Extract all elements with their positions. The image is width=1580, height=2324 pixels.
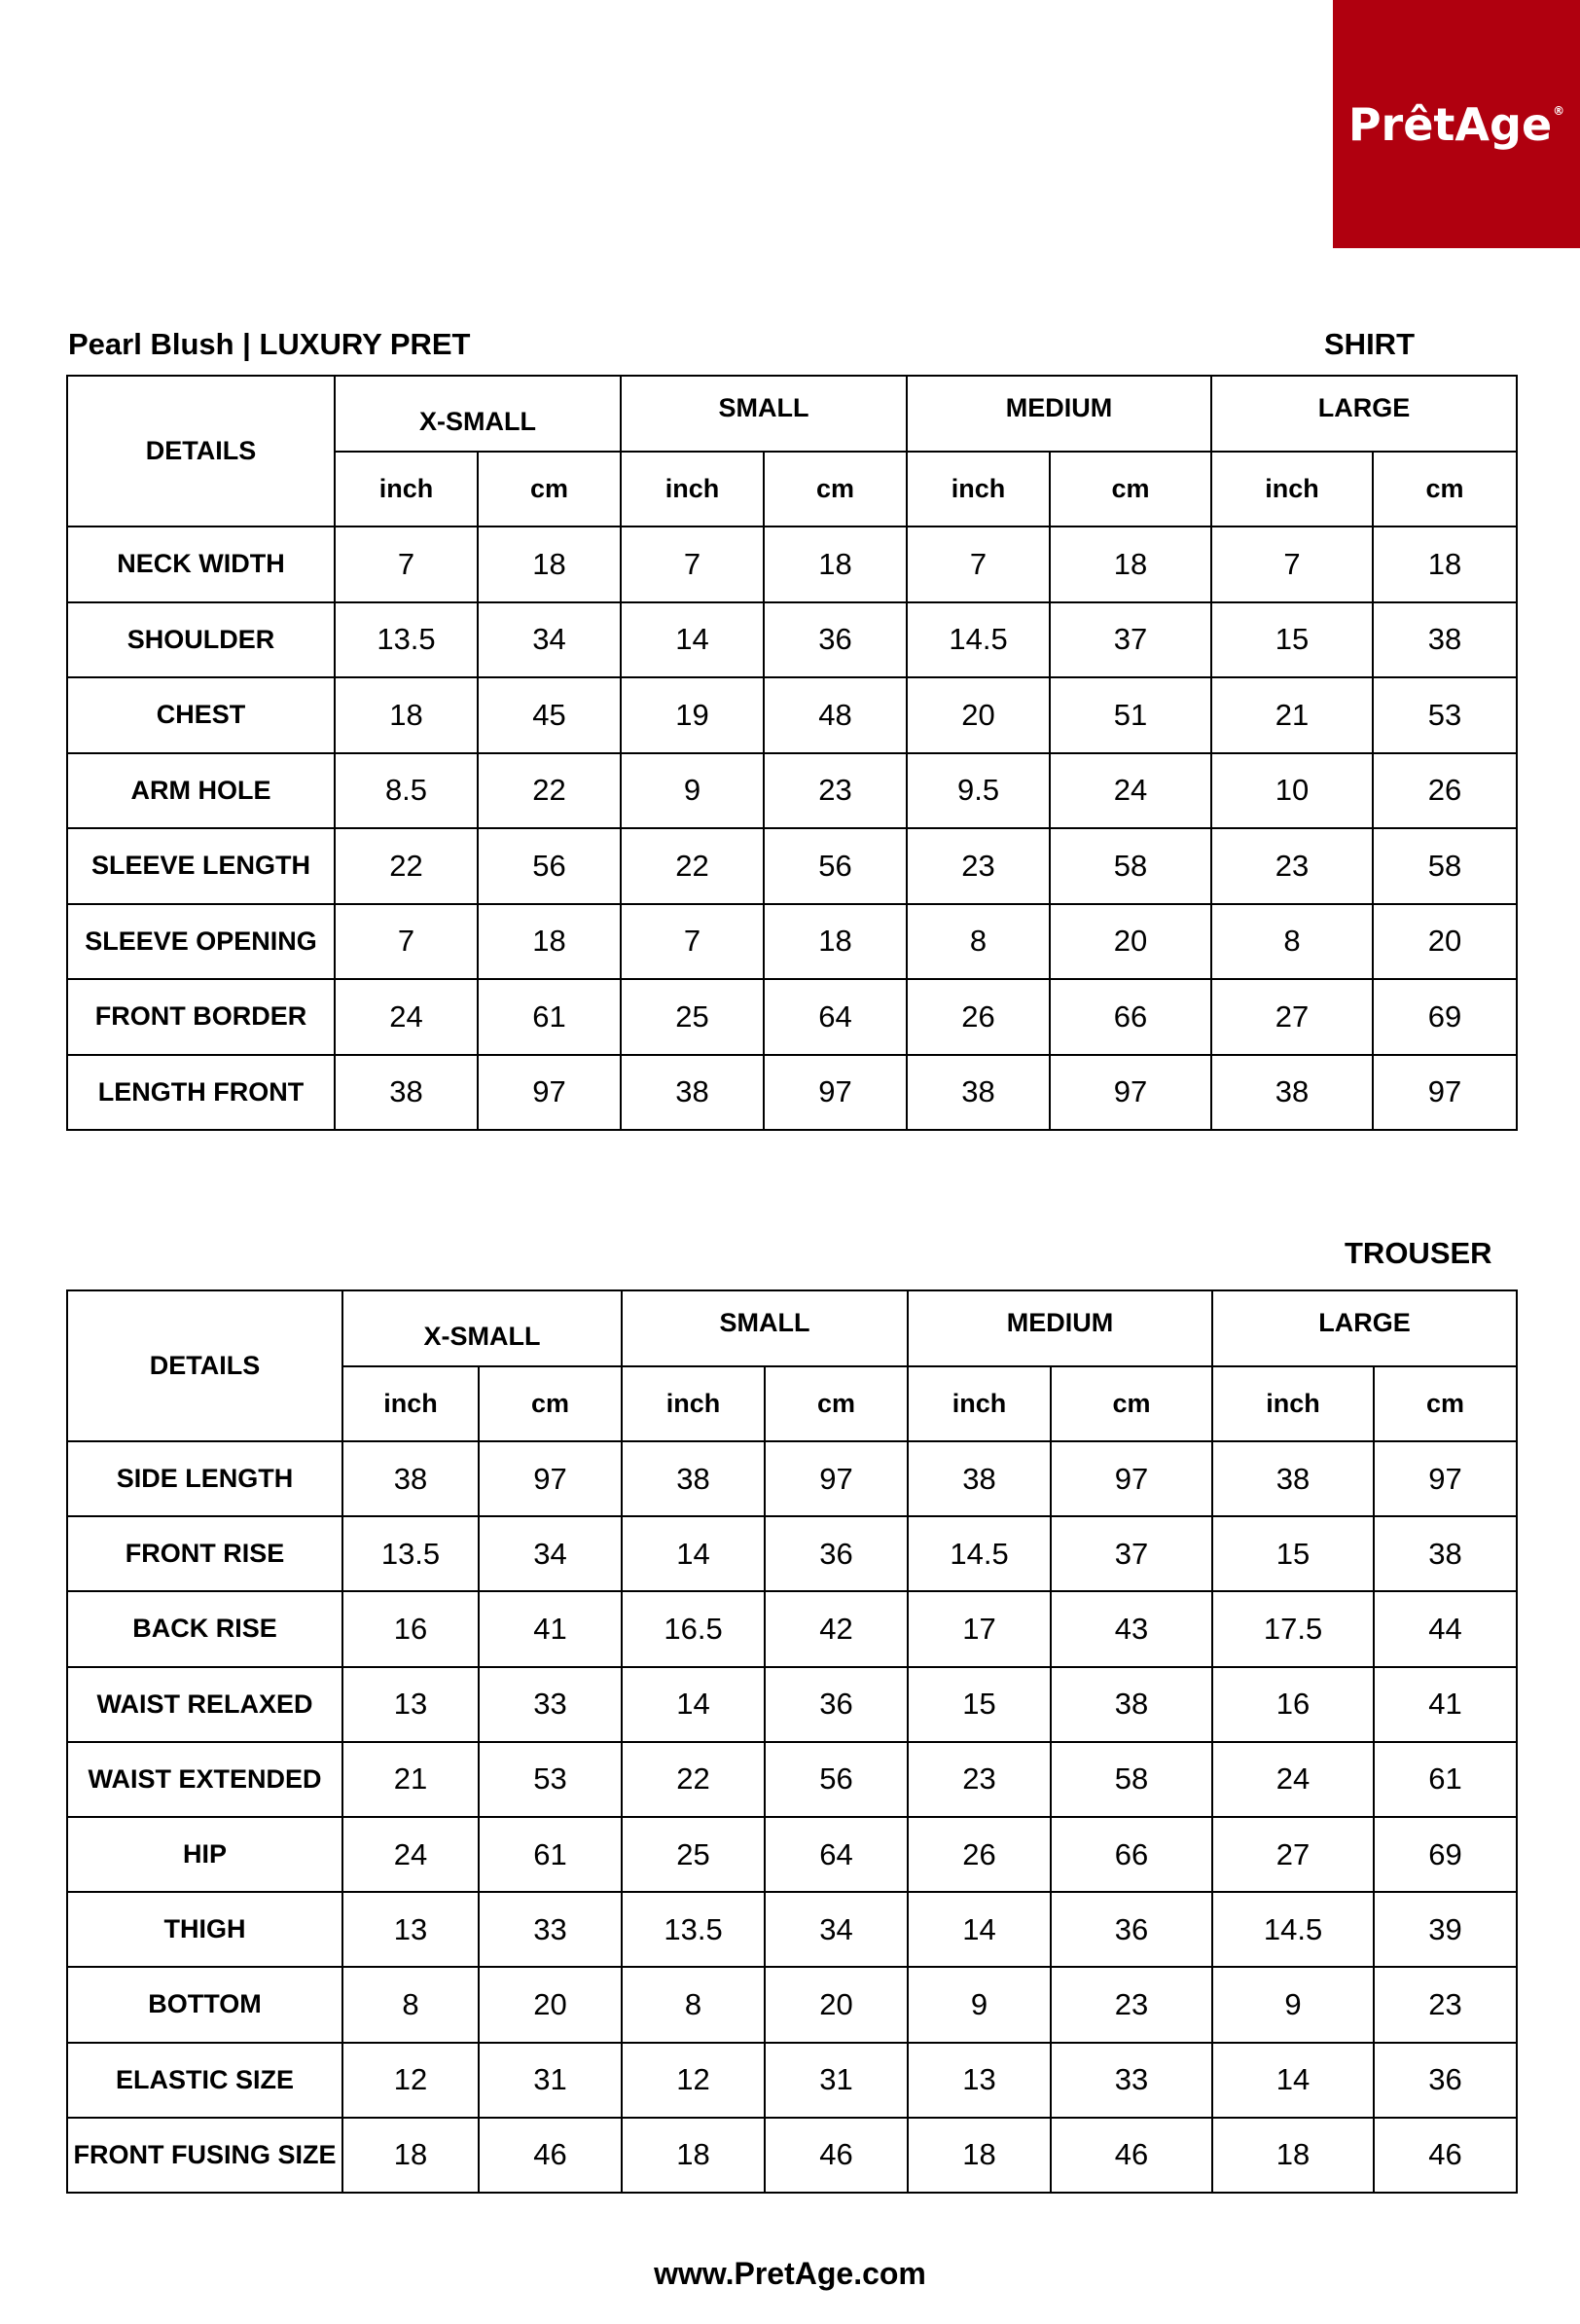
value-cell-inch: 18 bbox=[908, 2118, 1051, 2193]
value-cell-inch: 8 bbox=[342, 1967, 479, 2042]
value-cell-inch: 15 bbox=[908, 1667, 1051, 1742]
value-cell-cm: 23 bbox=[1374, 1967, 1517, 2042]
unit-header-cm: cm bbox=[764, 452, 907, 527]
value-cell-cm: 43 bbox=[1051, 1591, 1212, 1666]
value-cell-inch: 38 bbox=[342, 1441, 479, 1516]
value-cell-inch: 12 bbox=[622, 2043, 765, 2118]
value-cell-cm: 20 bbox=[1050, 904, 1211, 980]
unit-header-cm: cm bbox=[1373, 452, 1517, 527]
value-cell-cm: 44 bbox=[1374, 1591, 1517, 1666]
value-cell-inch: 15 bbox=[1212, 1516, 1374, 1591]
value-cell-inch: 18 bbox=[342, 2118, 479, 2193]
value-cell-inch: 7 bbox=[335, 527, 478, 602]
value-cell-cm: 97 bbox=[478, 1055, 621, 1131]
size-header-xsmall: X-SMALL bbox=[335, 376, 621, 452]
value-cell-inch: 14 bbox=[1212, 2043, 1374, 2118]
row-label: BACK RISE bbox=[67, 1591, 342, 1666]
value-cell-inch: 7 bbox=[1211, 527, 1373, 602]
row-label: WAIST EXTENDED bbox=[67, 1742, 342, 1817]
footer-website: www.PretAge.com bbox=[654, 2256, 926, 2291]
value-cell-cm: 56 bbox=[765, 1742, 908, 1817]
value-cell-inch: 21 bbox=[1211, 677, 1373, 753]
value-cell-cm: 37 bbox=[1050, 602, 1211, 678]
row-label: SHOULDER bbox=[67, 602, 335, 678]
unit-header-cm: cm bbox=[478, 452, 621, 527]
unit-header-cm: cm bbox=[1374, 1366, 1517, 1441]
value-cell-inch: 14.5 bbox=[1212, 1892, 1374, 1967]
row-label: BOTTOM bbox=[67, 1967, 342, 2042]
value-cell-cm: 36 bbox=[1051, 1892, 1212, 1967]
value-cell-inch: 14.5 bbox=[908, 1516, 1051, 1591]
value-cell-cm: 69 bbox=[1374, 1817, 1517, 1892]
table-row bbox=[67, 1516, 1517, 1591]
value-cell-cm: 37 bbox=[1051, 1516, 1212, 1591]
value-cell-cm: 97 bbox=[1373, 1055, 1517, 1131]
unit-header-inch: inch bbox=[1211, 452, 1373, 527]
value-cell-inch: 22 bbox=[622, 1742, 765, 1817]
value-cell-inch: 20 bbox=[907, 677, 1050, 753]
value-cell-inch: 22 bbox=[621, 828, 764, 904]
value-cell-cm: 41 bbox=[1374, 1667, 1517, 1742]
details-header: DETAILS bbox=[67, 1290, 342, 1441]
unit-header-inch: inch bbox=[908, 1366, 1051, 1441]
table-row bbox=[67, 979, 1517, 1055]
value-cell-inch: 22 bbox=[335, 828, 478, 904]
value-cell-cm: 41 bbox=[479, 1591, 622, 1666]
value-cell-inch: 14.5 bbox=[907, 602, 1050, 678]
value-cell-cm: 34 bbox=[478, 602, 621, 678]
table-row bbox=[67, 2118, 1517, 2193]
table-row bbox=[67, 2043, 1517, 2118]
value-cell-inch: 14 bbox=[621, 602, 764, 678]
value-cell-cm: 64 bbox=[764, 979, 907, 1055]
value-cell-inch: 10 bbox=[1211, 753, 1373, 829]
value-cell-inch: 25 bbox=[622, 1817, 765, 1892]
shirt-size-table bbox=[66, 375, 1518, 1131]
value-cell-inch: 8 bbox=[1211, 904, 1373, 980]
trouser-size-table bbox=[66, 1289, 1518, 2194]
value-cell-inch: 26 bbox=[908, 1817, 1051, 1892]
value-cell-inch: 23 bbox=[907, 828, 1050, 904]
row-label: LENGTH FRONT bbox=[67, 1055, 335, 1131]
value-cell-cm: 58 bbox=[1051, 1742, 1212, 1817]
value-cell-cm: 58 bbox=[1050, 828, 1211, 904]
value-cell-cm: 24 bbox=[1050, 753, 1211, 829]
unit-header-inch: inch bbox=[335, 452, 478, 527]
value-cell-inch: 21 bbox=[342, 1742, 479, 1817]
shirt-section-title: SHIRT bbox=[1324, 327, 1415, 361]
value-cell-cm: 18 bbox=[764, 527, 907, 602]
unit-header-inch: inch bbox=[342, 1366, 479, 1441]
size-header-large: LARGE bbox=[1212, 1290, 1517, 1366]
value-cell-cm: 97 bbox=[479, 1441, 622, 1516]
unit-header-inch: inch bbox=[621, 452, 764, 527]
value-cell-inch: 23 bbox=[908, 1742, 1051, 1817]
row-label: NECK WIDTH bbox=[67, 527, 335, 602]
value-cell-cm: 56 bbox=[478, 828, 621, 904]
value-cell-inch: 18 bbox=[622, 2118, 765, 2193]
row-label: CHEST bbox=[67, 677, 335, 753]
value-cell-inch: 25 bbox=[621, 979, 764, 1055]
row-label: HIP bbox=[67, 1817, 342, 1892]
value-cell-cm: 34 bbox=[479, 1516, 622, 1591]
value-cell-cm: 45 bbox=[478, 677, 621, 753]
value-cell-cm: 46 bbox=[1374, 2118, 1517, 2193]
value-cell-cm: 18 bbox=[1373, 527, 1517, 602]
table-row bbox=[67, 828, 1517, 904]
value-cell-inch: 13 bbox=[908, 2043, 1051, 2118]
value-cell-inch: 18 bbox=[335, 677, 478, 753]
value-cell-inch: 38 bbox=[335, 1055, 478, 1131]
value-cell-inch: 23 bbox=[1211, 828, 1373, 904]
value-cell-cm: 97 bbox=[764, 1055, 907, 1131]
value-cell-cm: 97 bbox=[1374, 1441, 1517, 1516]
size-header-medium: MEDIUM bbox=[907, 376, 1211, 452]
value-cell-cm: 53 bbox=[479, 1742, 622, 1817]
value-cell-inch: 38 bbox=[622, 1441, 765, 1516]
value-cell-cm: 33 bbox=[479, 1892, 622, 1967]
value-cell-cm: 61 bbox=[1374, 1742, 1517, 1817]
table-row bbox=[67, 1817, 1517, 1892]
table-row bbox=[67, 1892, 1517, 1967]
value-cell-inch: 7 bbox=[335, 904, 478, 980]
value-cell-inch: 24 bbox=[1212, 1742, 1374, 1817]
value-cell-cm: 36 bbox=[1374, 2043, 1517, 2118]
unit-header-inch: inch bbox=[622, 1366, 765, 1441]
value-cell-cm: 39 bbox=[1374, 1892, 1517, 1967]
value-cell-inch: 38 bbox=[908, 1441, 1051, 1516]
value-cell-cm: 97 bbox=[765, 1441, 908, 1516]
value-cell-inch: 9 bbox=[908, 1967, 1051, 2042]
value-cell-inch: 13 bbox=[342, 1667, 479, 1742]
table-row bbox=[67, 1742, 1517, 1817]
value-cell-cm: 33 bbox=[479, 1667, 622, 1742]
brand-logo bbox=[1333, 0, 1580, 248]
value-cell-cm: 38 bbox=[1051, 1667, 1212, 1742]
value-cell-inch: 9 bbox=[1212, 1967, 1374, 2042]
value-cell-cm: 23 bbox=[1051, 1967, 1212, 2042]
row-label: FRONT RISE bbox=[67, 1516, 342, 1591]
table-row bbox=[67, 1967, 1517, 2042]
value-cell-cm: 51 bbox=[1050, 677, 1211, 753]
table-row bbox=[67, 904, 1517, 980]
value-cell-cm: 18 bbox=[1050, 527, 1211, 602]
table-row bbox=[67, 1441, 1517, 1516]
value-cell-cm: 31 bbox=[479, 2043, 622, 2118]
value-cell-inch: 13.5 bbox=[622, 1892, 765, 1967]
table-row bbox=[67, 1055, 1517, 1131]
value-cell-inch: 24 bbox=[342, 1817, 479, 1892]
value-cell-cm: 36 bbox=[764, 602, 907, 678]
value-cell-cm: 36 bbox=[765, 1516, 908, 1591]
unit-header-cm: cm bbox=[1050, 452, 1211, 527]
value-cell-cm: 61 bbox=[478, 979, 621, 1055]
unit-header-inch: inch bbox=[907, 452, 1050, 527]
unit-header-cm: cm bbox=[1051, 1366, 1212, 1441]
value-cell-inch: 7 bbox=[621, 904, 764, 980]
value-cell-cm: 18 bbox=[764, 904, 907, 980]
value-cell-cm: 31 bbox=[765, 2043, 908, 2118]
row-label: SIDE LENGTH bbox=[67, 1441, 342, 1516]
value-cell-inch: 27 bbox=[1211, 979, 1373, 1055]
size-header-medium: MEDIUM bbox=[908, 1290, 1212, 1366]
value-cell-cm: 33 bbox=[1051, 2043, 1212, 2118]
value-cell-cm: 18 bbox=[478, 904, 621, 980]
value-cell-inch: 24 bbox=[335, 979, 478, 1055]
row-label: SLEEVE OPENING bbox=[67, 904, 335, 980]
value-cell-cm: 38 bbox=[1373, 602, 1517, 678]
table-row bbox=[67, 753, 1517, 829]
value-cell-cm: 97 bbox=[1050, 1055, 1211, 1131]
value-cell-cm: 46 bbox=[1051, 2118, 1212, 2193]
value-cell-inch: 14 bbox=[622, 1516, 765, 1591]
value-cell-inch: 19 bbox=[621, 677, 764, 753]
value-cell-cm: 36 bbox=[765, 1667, 908, 1742]
table-row bbox=[67, 602, 1517, 678]
size-header-xsmall: X-SMALL bbox=[342, 1290, 622, 1366]
row-label: WAIST RELAXED bbox=[67, 1667, 342, 1742]
value-cell-inch: 16 bbox=[342, 1591, 479, 1666]
table-row bbox=[67, 1667, 1517, 1742]
value-cell-cm: 46 bbox=[765, 2118, 908, 2193]
table-row bbox=[67, 527, 1517, 602]
row-label: THIGH bbox=[67, 1892, 342, 1967]
value-cell-cm: 20 bbox=[1373, 904, 1517, 980]
value-cell-inch: 14 bbox=[908, 1892, 1051, 1967]
value-cell-inch: 17.5 bbox=[1212, 1591, 1374, 1666]
value-cell-cm: 38 bbox=[1374, 1516, 1517, 1591]
value-cell-inch: 38 bbox=[621, 1055, 764, 1131]
value-cell-cm: 23 bbox=[764, 753, 907, 829]
brand-logo-text: PrêtAge® bbox=[1347, 97, 1565, 151]
table-row bbox=[67, 677, 1517, 753]
value-cell-cm: 64 bbox=[765, 1817, 908, 1892]
value-cell-cm: 69 bbox=[1373, 979, 1517, 1055]
value-cell-inch: 38 bbox=[1212, 1441, 1374, 1516]
value-cell-cm: 18 bbox=[478, 527, 621, 602]
value-cell-cm: 53 bbox=[1373, 677, 1517, 753]
value-cell-cm: 42 bbox=[765, 1591, 908, 1666]
value-cell-inch: 8 bbox=[622, 1967, 765, 2042]
value-cell-inch: 13 bbox=[342, 1892, 479, 1967]
value-cell-cm: 97 bbox=[1051, 1441, 1212, 1516]
value-cell-inch: 17 bbox=[908, 1591, 1051, 1666]
value-cell-inch: 13.5 bbox=[342, 1516, 479, 1591]
row-label: FRONT BORDER bbox=[67, 979, 335, 1055]
value-cell-inch: 14 bbox=[622, 1667, 765, 1742]
value-cell-cm: 34 bbox=[765, 1892, 908, 1967]
value-cell-cm: 66 bbox=[1051, 1817, 1212, 1892]
row-label: ELASTIC SIZE bbox=[67, 2043, 342, 2118]
value-cell-inch: 27 bbox=[1212, 1817, 1374, 1892]
value-cell-inch: 16 bbox=[1212, 1667, 1374, 1742]
unit-header-cm: cm bbox=[479, 1366, 622, 1441]
row-label: SLEEVE LENGTH bbox=[67, 828, 335, 904]
value-cell-inch: 38 bbox=[907, 1055, 1050, 1131]
trouser-section-title: TROUSER bbox=[1345, 1236, 1492, 1270]
size-header-small: SMALL bbox=[621, 376, 907, 452]
value-cell-inch: 7 bbox=[621, 527, 764, 602]
value-cell-inch: 12 bbox=[342, 2043, 479, 2118]
unit-header-inch: inch bbox=[1212, 1366, 1374, 1441]
value-cell-cm: 58 bbox=[1373, 828, 1517, 904]
size-header-large: LARGE bbox=[1211, 376, 1517, 452]
value-cell-inch: 8 bbox=[907, 904, 1050, 980]
value-cell-inch: 15 bbox=[1211, 602, 1373, 678]
unit-header-cm: cm bbox=[765, 1366, 908, 1441]
collection-title: Pearl Blush | LUXURY PRET bbox=[68, 327, 471, 361]
value-cell-inch: 38 bbox=[1211, 1055, 1373, 1131]
value-cell-cm: 20 bbox=[765, 1967, 908, 2042]
details-header: DETAILS bbox=[67, 376, 335, 527]
value-cell-cm: 66 bbox=[1050, 979, 1211, 1055]
value-cell-cm: 56 bbox=[764, 828, 907, 904]
size-header-small: SMALL bbox=[622, 1290, 908, 1366]
value-cell-cm: 48 bbox=[764, 677, 907, 753]
value-cell-inch: 9 bbox=[621, 753, 764, 829]
value-cell-cm: 22 bbox=[478, 753, 621, 829]
value-cell-inch: 16.5 bbox=[622, 1591, 765, 1666]
table-row bbox=[67, 1591, 1517, 1666]
value-cell-inch: 18 bbox=[1212, 2118, 1374, 2193]
value-cell-inch: 26 bbox=[907, 979, 1050, 1055]
value-cell-inch: 7 bbox=[907, 527, 1050, 602]
row-label: FRONT FUSING SIZE bbox=[67, 2118, 342, 2193]
value-cell-inch: 13.5 bbox=[335, 602, 478, 678]
row-label: ARM HOLE bbox=[67, 753, 335, 829]
value-cell-cm: 61 bbox=[479, 1817, 622, 1892]
value-cell-inch: 8.5 bbox=[335, 753, 478, 829]
value-cell-cm: 46 bbox=[479, 2118, 622, 2193]
value-cell-inch: 9.5 bbox=[907, 753, 1050, 829]
value-cell-cm: 20 bbox=[479, 1967, 622, 2042]
value-cell-cm: 26 bbox=[1373, 753, 1517, 829]
